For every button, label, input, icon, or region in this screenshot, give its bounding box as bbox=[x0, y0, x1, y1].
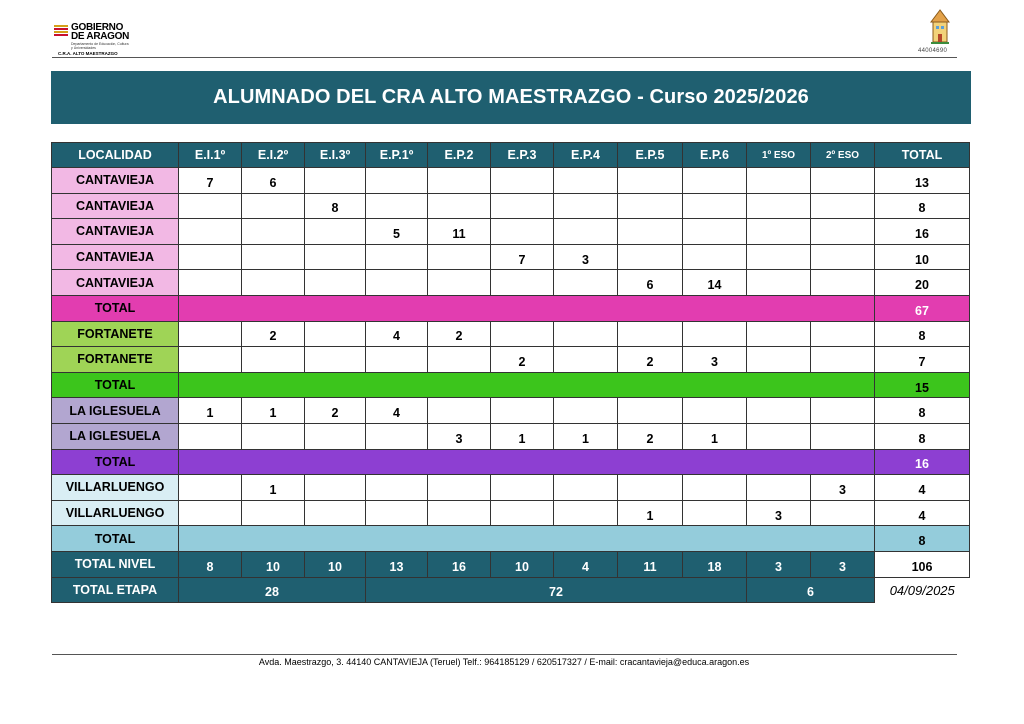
locality-cell: LA IGLESUELA bbox=[52, 423, 179, 449]
primaria-total-cell: 72 bbox=[366, 577, 747, 603]
count-cell bbox=[683, 398, 747, 424]
table-header-row bbox=[52, 143, 970, 168]
count-cell bbox=[242, 423, 305, 449]
count-cell bbox=[811, 347, 875, 373]
count-cell bbox=[428, 500, 491, 526]
count-cell bbox=[179, 219, 242, 245]
count-cell bbox=[811, 500, 875, 526]
column-header: 1º ESO bbox=[747, 143, 811, 168]
count-cell bbox=[811, 270, 875, 296]
count-cell: 1 bbox=[683, 423, 747, 449]
count-cell: 1 bbox=[242, 475, 305, 501]
count-cell bbox=[179, 475, 242, 501]
count-cell bbox=[747, 475, 811, 501]
locality-cell: FORTANETE bbox=[52, 347, 179, 373]
count-cell: 7 bbox=[179, 168, 242, 194]
count-cell bbox=[491, 475, 554, 501]
logo-department: Departamento de Educación, Cultura y Universidades bbox=[71, 42, 129, 50]
count-cell bbox=[366, 244, 428, 270]
count-cell bbox=[242, 244, 305, 270]
locality-cell: VILLARLUENGO bbox=[52, 500, 179, 526]
count-cell: 8 bbox=[305, 193, 366, 219]
locality-cell: LA IGLESUELA bbox=[52, 398, 179, 424]
count-cell bbox=[366, 270, 428, 296]
logo-text: GOBIERNO DE ARAGON bbox=[71, 22, 130, 42]
count-cell bbox=[428, 347, 491, 373]
locality-cell: CANTAVIEJA bbox=[52, 244, 179, 270]
count-cell bbox=[305, 219, 366, 245]
count-cell bbox=[618, 219, 683, 245]
locality-cell: FORTANETE bbox=[52, 321, 179, 347]
count-cell bbox=[747, 347, 811, 373]
column-header: E.P.2 bbox=[428, 143, 491, 168]
count-cell: 3 bbox=[683, 347, 747, 373]
count-cell bbox=[683, 244, 747, 270]
row-total-cell: 8 bbox=[875, 321, 970, 347]
count-cell: 1 bbox=[618, 500, 683, 526]
count-cell: 7 bbox=[491, 244, 554, 270]
group-total-row bbox=[52, 449, 970, 475]
count-cell bbox=[683, 193, 747, 219]
count-cell bbox=[366, 500, 428, 526]
level-total-cell: 10 bbox=[242, 551, 305, 577]
count-cell: 1 bbox=[554, 423, 618, 449]
column-header: E.P.1º bbox=[366, 143, 428, 168]
level-total-cell: 10 bbox=[491, 551, 554, 577]
grand-total-cell: 106 bbox=[875, 551, 970, 577]
count-cell bbox=[811, 321, 875, 347]
row-total-cell: 4 bbox=[875, 500, 970, 526]
column-header: E.I.3º bbox=[305, 143, 366, 168]
count-cell bbox=[179, 423, 242, 449]
count-cell: 2 bbox=[491, 347, 554, 373]
count-cell bbox=[683, 321, 747, 347]
count-cell bbox=[554, 321, 618, 347]
locality-cell: CANTAVIEJA bbox=[52, 193, 179, 219]
count-cell bbox=[811, 398, 875, 424]
locality-cell: CANTAVIEJA bbox=[52, 168, 179, 194]
count-cell bbox=[242, 219, 305, 245]
total-etapa-label: TOTAL ETAPA bbox=[52, 577, 179, 603]
row-total-cell: 7 bbox=[875, 347, 970, 373]
count-cell bbox=[305, 475, 366, 501]
count-cell bbox=[366, 347, 428, 373]
table-row bbox=[52, 423, 970, 449]
count-cell bbox=[491, 500, 554, 526]
level-total-cell: 8 bbox=[179, 551, 242, 577]
count-cell bbox=[242, 347, 305, 373]
group-total-band bbox=[179, 449, 875, 475]
count-cell bbox=[618, 398, 683, 424]
table-row bbox=[52, 244, 970, 270]
count-cell bbox=[683, 168, 747, 194]
group-total-row bbox=[52, 295, 970, 321]
count-cell: 2 bbox=[305, 398, 366, 424]
table-row bbox=[52, 398, 970, 424]
level-total-cell: 4 bbox=[554, 551, 618, 577]
level-total-cell: 18 bbox=[683, 551, 747, 577]
count-cell bbox=[428, 168, 491, 194]
count-cell: 3 bbox=[554, 244, 618, 270]
count-cell bbox=[366, 423, 428, 449]
count-cell bbox=[554, 193, 618, 219]
column-header: E.P.5 bbox=[618, 143, 683, 168]
count-cell: 2 bbox=[618, 423, 683, 449]
school-code: 44004690 bbox=[918, 48, 948, 54]
count-cell bbox=[618, 321, 683, 347]
footer-address: Avda. Maestrazgo, 3. 44140 CANTAVIEJA (Teruel) Telf.: 964185129 / 620517327 / E-mail: cracantavieja@educa.aragon.es bbox=[258, 657, 750, 667]
count-cell bbox=[305, 321, 366, 347]
page-title: ALUMNADO DEL CRA ALTO MAESTRAZGO - Curso 2025/2026 bbox=[213, 86, 809, 108]
level-total-cell: 3 bbox=[811, 551, 875, 577]
count-cell bbox=[179, 500, 242, 526]
enrollment-table bbox=[51, 142, 970, 603]
level-total-cell: 16 bbox=[428, 551, 491, 577]
level-total-cell: 10 bbox=[305, 551, 366, 577]
footer-divider bbox=[52, 654, 957, 655]
column-header: E.I.2º bbox=[242, 143, 305, 168]
count-cell: 3 bbox=[747, 500, 811, 526]
count-cell bbox=[179, 193, 242, 219]
eso-total-cell: 6 bbox=[747, 577, 875, 603]
group-total-value: 16 bbox=[875, 449, 970, 475]
count-cell bbox=[305, 168, 366, 194]
gobierno-aragon-logo bbox=[54, 22, 144, 56]
count-cell bbox=[491, 193, 554, 219]
group-total-label: TOTAL bbox=[52, 295, 179, 321]
group-total-row bbox=[52, 372, 970, 398]
count-cell bbox=[242, 500, 305, 526]
count-cell bbox=[179, 244, 242, 270]
aragon-flag-icon bbox=[54, 25, 68, 38]
group-total-label: TOTAL bbox=[52, 449, 179, 475]
row-total-cell: 10 bbox=[875, 244, 970, 270]
row-total-cell: 20 bbox=[875, 270, 970, 296]
count-cell bbox=[683, 475, 747, 501]
count-cell bbox=[242, 193, 305, 219]
count-cell: 1 bbox=[179, 398, 242, 424]
count-cell bbox=[811, 244, 875, 270]
count-cell bbox=[683, 219, 747, 245]
count-cell bbox=[305, 270, 366, 296]
group-total-value: 8 bbox=[875, 526, 970, 552]
count-cell bbox=[242, 270, 305, 296]
count-cell bbox=[683, 500, 747, 526]
column-header: TOTAL bbox=[875, 143, 970, 168]
count-cell bbox=[366, 475, 428, 501]
group-total-row bbox=[52, 526, 970, 552]
count-cell: 1 bbox=[242, 398, 305, 424]
count-cell bbox=[747, 168, 811, 194]
count-cell: 6 bbox=[242, 168, 305, 194]
infantil-total-cell: 28 bbox=[179, 577, 366, 603]
group-total-label: TOTAL bbox=[52, 526, 179, 552]
table-row bbox=[52, 193, 970, 219]
row-total-cell: 16 bbox=[875, 219, 970, 245]
count-cell bbox=[747, 193, 811, 219]
count-cell bbox=[618, 475, 683, 501]
count-cell bbox=[366, 168, 428, 194]
column-header: E.P.3 bbox=[491, 143, 554, 168]
count-cell bbox=[491, 270, 554, 296]
count-cell: 1 bbox=[491, 423, 554, 449]
count-cell bbox=[747, 423, 811, 449]
count-cell bbox=[747, 219, 811, 245]
count-cell: 5 bbox=[366, 219, 428, 245]
level-total-cell: 13 bbox=[366, 551, 428, 577]
locality-cell: CANTAVIEJA bbox=[52, 270, 179, 296]
table-row bbox=[52, 475, 970, 501]
group-total-label: TOTAL bbox=[52, 372, 179, 398]
count-cell bbox=[554, 475, 618, 501]
count-cell bbox=[491, 321, 554, 347]
table-row bbox=[52, 500, 970, 526]
count-cell bbox=[428, 270, 491, 296]
count-cell bbox=[811, 193, 875, 219]
count-cell bbox=[491, 398, 554, 424]
column-header: 2º ESO bbox=[811, 143, 875, 168]
row-total-cell: 4 bbox=[875, 475, 970, 501]
count-cell bbox=[428, 475, 491, 501]
count-cell: 2 bbox=[618, 347, 683, 373]
table-row bbox=[52, 321, 970, 347]
count-cell: 3 bbox=[428, 423, 491, 449]
count-cell bbox=[811, 219, 875, 245]
header-divider bbox=[52, 57, 957, 58]
count-cell bbox=[179, 347, 242, 373]
count-cell bbox=[747, 270, 811, 296]
count-cell bbox=[554, 398, 618, 424]
table-row bbox=[52, 270, 970, 296]
count-cell bbox=[428, 244, 491, 270]
count-cell bbox=[366, 193, 428, 219]
column-header: E.I.1º bbox=[179, 143, 242, 168]
group-total-value: 67 bbox=[875, 295, 970, 321]
count-cell bbox=[554, 168, 618, 194]
count-cell bbox=[305, 423, 366, 449]
count-cell bbox=[554, 500, 618, 526]
count-cell: 4 bbox=[366, 321, 428, 347]
level-total-cell: 3 bbox=[747, 551, 811, 577]
count-cell bbox=[491, 168, 554, 194]
group-total-band bbox=[179, 295, 875, 321]
count-cell bbox=[554, 347, 618, 373]
title-band bbox=[51, 71, 971, 124]
count-cell bbox=[618, 168, 683, 194]
count-cell bbox=[428, 193, 491, 219]
count-cell: 3 bbox=[811, 475, 875, 501]
count-cell bbox=[305, 347, 366, 373]
table-row bbox=[52, 219, 970, 245]
count-cell: 2 bbox=[242, 321, 305, 347]
logo-cra-name: C.R.A. ALTO MAESTRAZGO bbox=[58, 51, 118, 56]
count-cell: 4 bbox=[366, 398, 428, 424]
count-cell bbox=[747, 321, 811, 347]
count-cell bbox=[554, 219, 618, 245]
locality-cell: VILLARLUENGO bbox=[52, 475, 179, 501]
row-total-cell: 8 bbox=[875, 398, 970, 424]
count-cell bbox=[428, 398, 491, 424]
count-cell bbox=[747, 398, 811, 424]
count-cell bbox=[305, 244, 366, 270]
total-nivel-label: TOTAL NIVEL bbox=[52, 551, 179, 577]
total-nivel-row bbox=[52, 551, 970, 577]
count-cell bbox=[811, 423, 875, 449]
table-row bbox=[52, 168, 970, 194]
locality-cell: CANTAVIEJA bbox=[52, 219, 179, 245]
count-cell: 2 bbox=[428, 321, 491, 347]
count-cell bbox=[305, 500, 366, 526]
level-total-cell: 11 bbox=[618, 551, 683, 577]
column-header: E.P.4 bbox=[554, 143, 618, 168]
count-cell: 6 bbox=[618, 270, 683, 296]
count-cell bbox=[491, 219, 554, 245]
column-header: LOCALIDAD bbox=[52, 143, 179, 168]
count-cell bbox=[618, 244, 683, 270]
count-cell bbox=[179, 270, 242, 296]
count-cell bbox=[618, 193, 683, 219]
row-total-cell: 13 bbox=[875, 168, 970, 194]
count-cell bbox=[179, 321, 242, 347]
row-total-cell: 8 bbox=[875, 193, 970, 219]
group-total-value: 15 bbox=[875, 372, 970, 398]
count-cell: 14 bbox=[683, 270, 747, 296]
count-cell bbox=[554, 270, 618, 296]
report-date: 04/09/2025 bbox=[889, 582, 955, 598]
group-total-band bbox=[179, 526, 875, 552]
column-header: E.P.6 bbox=[683, 143, 747, 168]
table-row bbox=[52, 347, 970, 373]
count-cell bbox=[747, 244, 811, 270]
row-total-cell: 8 bbox=[875, 423, 970, 449]
school-building-icon bbox=[928, 8, 952, 46]
group-total-band bbox=[179, 372, 875, 398]
total-etapa-row bbox=[52, 577, 970, 603]
count-cell: 11 bbox=[428, 219, 491, 245]
count-cell bbox=[811, 168, 875, 194]
